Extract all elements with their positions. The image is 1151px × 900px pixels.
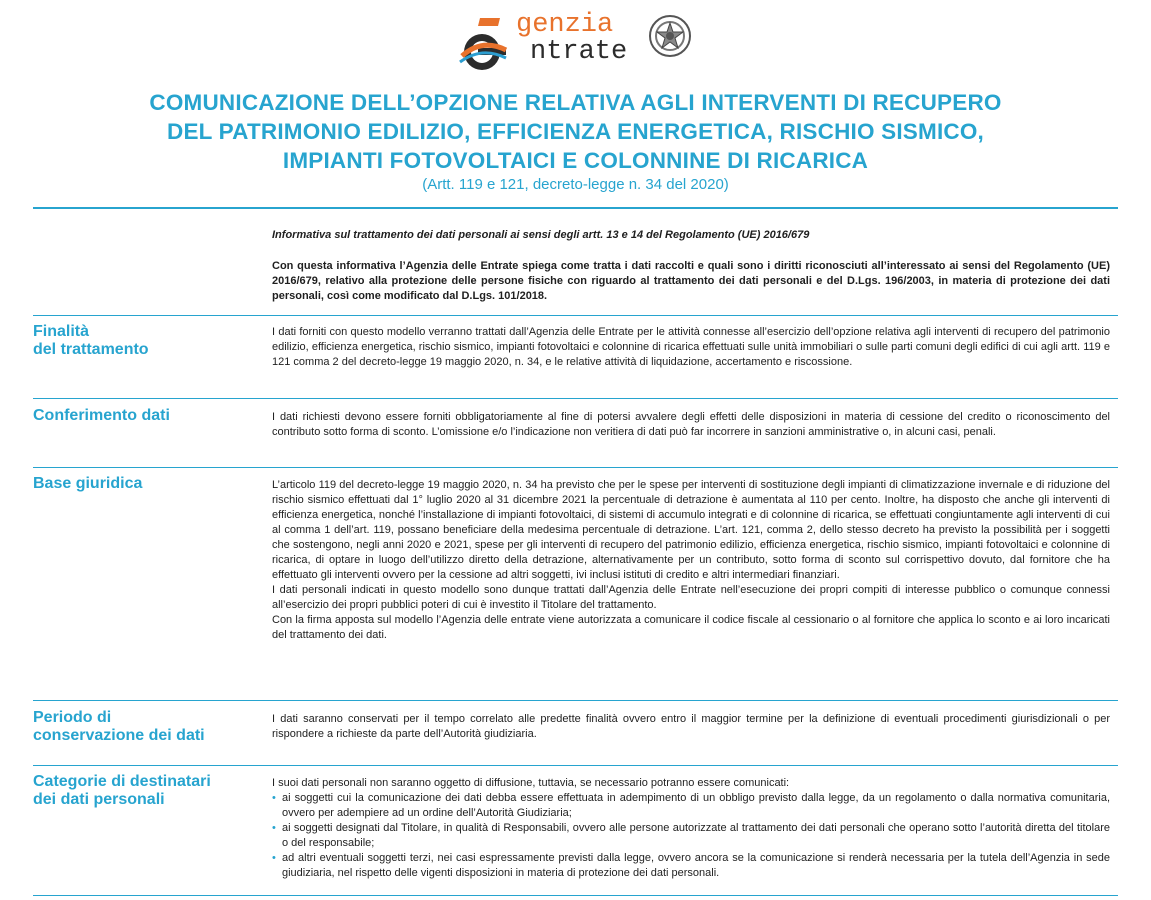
intro-body: Con questa informativa l’Agenzia delle Entrate spiega come tratta i dati raccolti e quali sono i diritti riconosciuti all’interessato ai sensi del Regolamento (UE) 2016/679, relativo alla protezione delle persone fisiche con riguardo al trattamento dei dati personali e del D.Lgs. 196/2003, in materia di protezione dei dati personali, così come modificato dal D.Lgs. 101/2018. (272, 260, 1110, 302)
section-label-conferimento: Conferimento dati (33, 407, 170, 424)
title-line: COMUNICAZIONE DELL’OPZIONE RELATIVA AGLI INTERVENTI DI RECUPERO (149, 90, 1002, 115)
section-label-base-giuridica: Base giuridica (33, 475, 143, 492)
title-line: DEL PATRIMONIO EDILIZIO, EFFICIENZA ENERGETICA, RISCHIO SISMICO, (167, 119, 984, 144)
intro-block (272, 228, 1110, 304)
logo-line1: genzia (516, 10, 614, 40)
paragraph: Con la firma apposta sul modello l’Agenzia delle entrate viene autorizzata a comunicare il codice fiscale al cessionario o al fornitore che applica lo sconto e ai loro incaricati del trattamento dei dati. (272, 614, 1110, 641)
list-item: • ai soggetti cui la comunicazione dei dati debba essere effettuata in adempimento di un obbligo previsto dalla legge, da un regolamento o dalla normativa comunitaria, ovvero per adempiere ad un ordine dell’Autorità Giudiziaria; (272, 791, 1110, 821)
section-text-categorie (272, 776, 1110, 881)
section-label-periodo: Periodo di conservazione dei dati (33, 709, 205, 744)
republic-emblem-icon (648, 14, 692, 58)
divider (33, 700, 1118, 701)
list-item: • ai soggetti designati dal Titolare, in qualità di Responsabili, ovvero alle persone autorizzate al trattamento dei dati personali che operano sotto l’autorità diretta del titolare o del responsabile; (272, 821, 1110, 851)
divider (33, 467, 1118, 468)
logo-line2: ntrate (530, 37, 628, 67)
recipients-list (272, 791, 1110, 881)
section-text-base-giuridica (272, 478, 1110, 643)
divider (33, 398, 1118, 399)
section-label-finalita: Finalità del trattamento (33, 323, 149, 358)
divider (33, 207, 1118, 209)
divider (33, 765, 1118, 766)
divider (33, 895, 1118, 896)
paragraph: I dati personali indicati in questo modello sono dunque trattati dall’Agenzia delle Entrate nell’esecuzione dei propri compiti di interesse pubblico o comunque connessi all’esercizio dei propri pubblici poteri di cui è investito il Titolare del trattamento. (272, 584, 1110, 611)
list-item: • ad altri eventuali soggetti terzi, nei casi espressamente previsti dalla legge, ovvero ancora se la comunicazione si renderà necessaria per la tutela dell’Agenzia in sede giudiziaria, nel rispetto delle vigenti disposizioni in materia di protezione dei dati personali. (272, 851, 1110, 881)
section-text-periodo: I dati saranno conservati per il tempo correlato alle predette finalità ovvero entro il maggior termine per la definizione di eventuali procedimenti giurisdizionali o per rispondere a richieste da parte dell’Autorità giudiziaria. (272, 713, 1110, 740)
section-text-conferimento: I dati richiesti devono essere forniti obbligatoriamente al fine di potersi avvalere degli effetti delle disposizioni in materia di cessione del credito o riconoscimento del contributo sotto forma di sconto. L’omissione e/o l’indicazione non veritiera di dati può far incorrere in sanzioni amministrative o, in alcuni casi, penali. (272, 411, 1110, 438)
section-label-categorie: Categorie di destinatari dei dati personali (33, 773, 211, 808)
divider (33, 315, 1118, 316)
document-subtitle: (Artt. 119 e 121, decreto-legge n. 34 del 2020) (422, 176, 729, 193)
paragraph: L’articolo 119 del decreto-legge 19 maggio 2020, n. 34 ha previsto che per le spese per interventi di sostituzione degli impianti di climatizzazione invernale e di riduzione del rischio sismico effettuati dal 1° luglio 2020 al 31 dicembre 2021 la percentuale di detrazione è aumentata al 110 per cento. Inoltre, ha disposto che anche gli interventi di efficienza energetica, nonché l’installazione di impianti fotovoltaici, di sistemi di accumulo integrati e di colonnine di ricarica, se effettuati congiuntamente agli interventi di cui al comma 1 dell’art. 119, possano beneficiare della medesima percentuale di detrazione. L’art. 121, comma 2, dello stesso decreto ha previsto la possibilità per i soggetti che sostengono, negli anni 2020 e 2021, spese per gli interventi di recupero del patrimonio edilizio, efficienza energetica, rischio sismico, impianti fotovoltaici e colonnine di ricarica, di optare in luogo dell’utilizzo diretto della detrazione, alternativamente per un contributo, sotto forma di sconto sul corrispettivo dovuto, dal fornitore che ha effettuato gli interventi ovvero per la cessione ad altri soggetti, ivi inclusi istituti di credito e altri intermediari finanziari. (272, 479, 1110, 581)
paragraph: I suoi dati personali non saranno oggetto di diffusione, tuttavia, se necessario potranno essere comunicati: (272, 777, 790, 789)
logo-wordmark (508, 12, 627, 66)
document-title (0, 88, 1151, 175)
intro-heading: Informativa sul trattamento dei dati personali ai sensi degli artt. 13 e 14 del Regolamento (UE) 2016/679 (272, 229, 810, 241)
logo-mark-icon (458, 16, 508, 72)
title-line: IMPIANTI FOTOVOLTAICI E COLONNINE DI RICARICA (282, 148, 869, 173)
section-text-finalita: I dati forniti con questo modello verranno trattati dall’Agenzia delle Entrate per le attività connesse all’esercizio dell’opzione relativa agli interventi di recupero del patrimonio edilizio, efficienza energetica, rischio sismico, impianti fotovoltaici e colonnine di ricarica effettuati sulle unità immobiliari o sulle parti comuni degli edifici di cui agli artt. 119 e 121 comma 2 del decreto-legge 19 maggio 2020, n. 34, e le relative attività di liquidazione, accertamento e riscossione. (272, 326, 1110, 368)
